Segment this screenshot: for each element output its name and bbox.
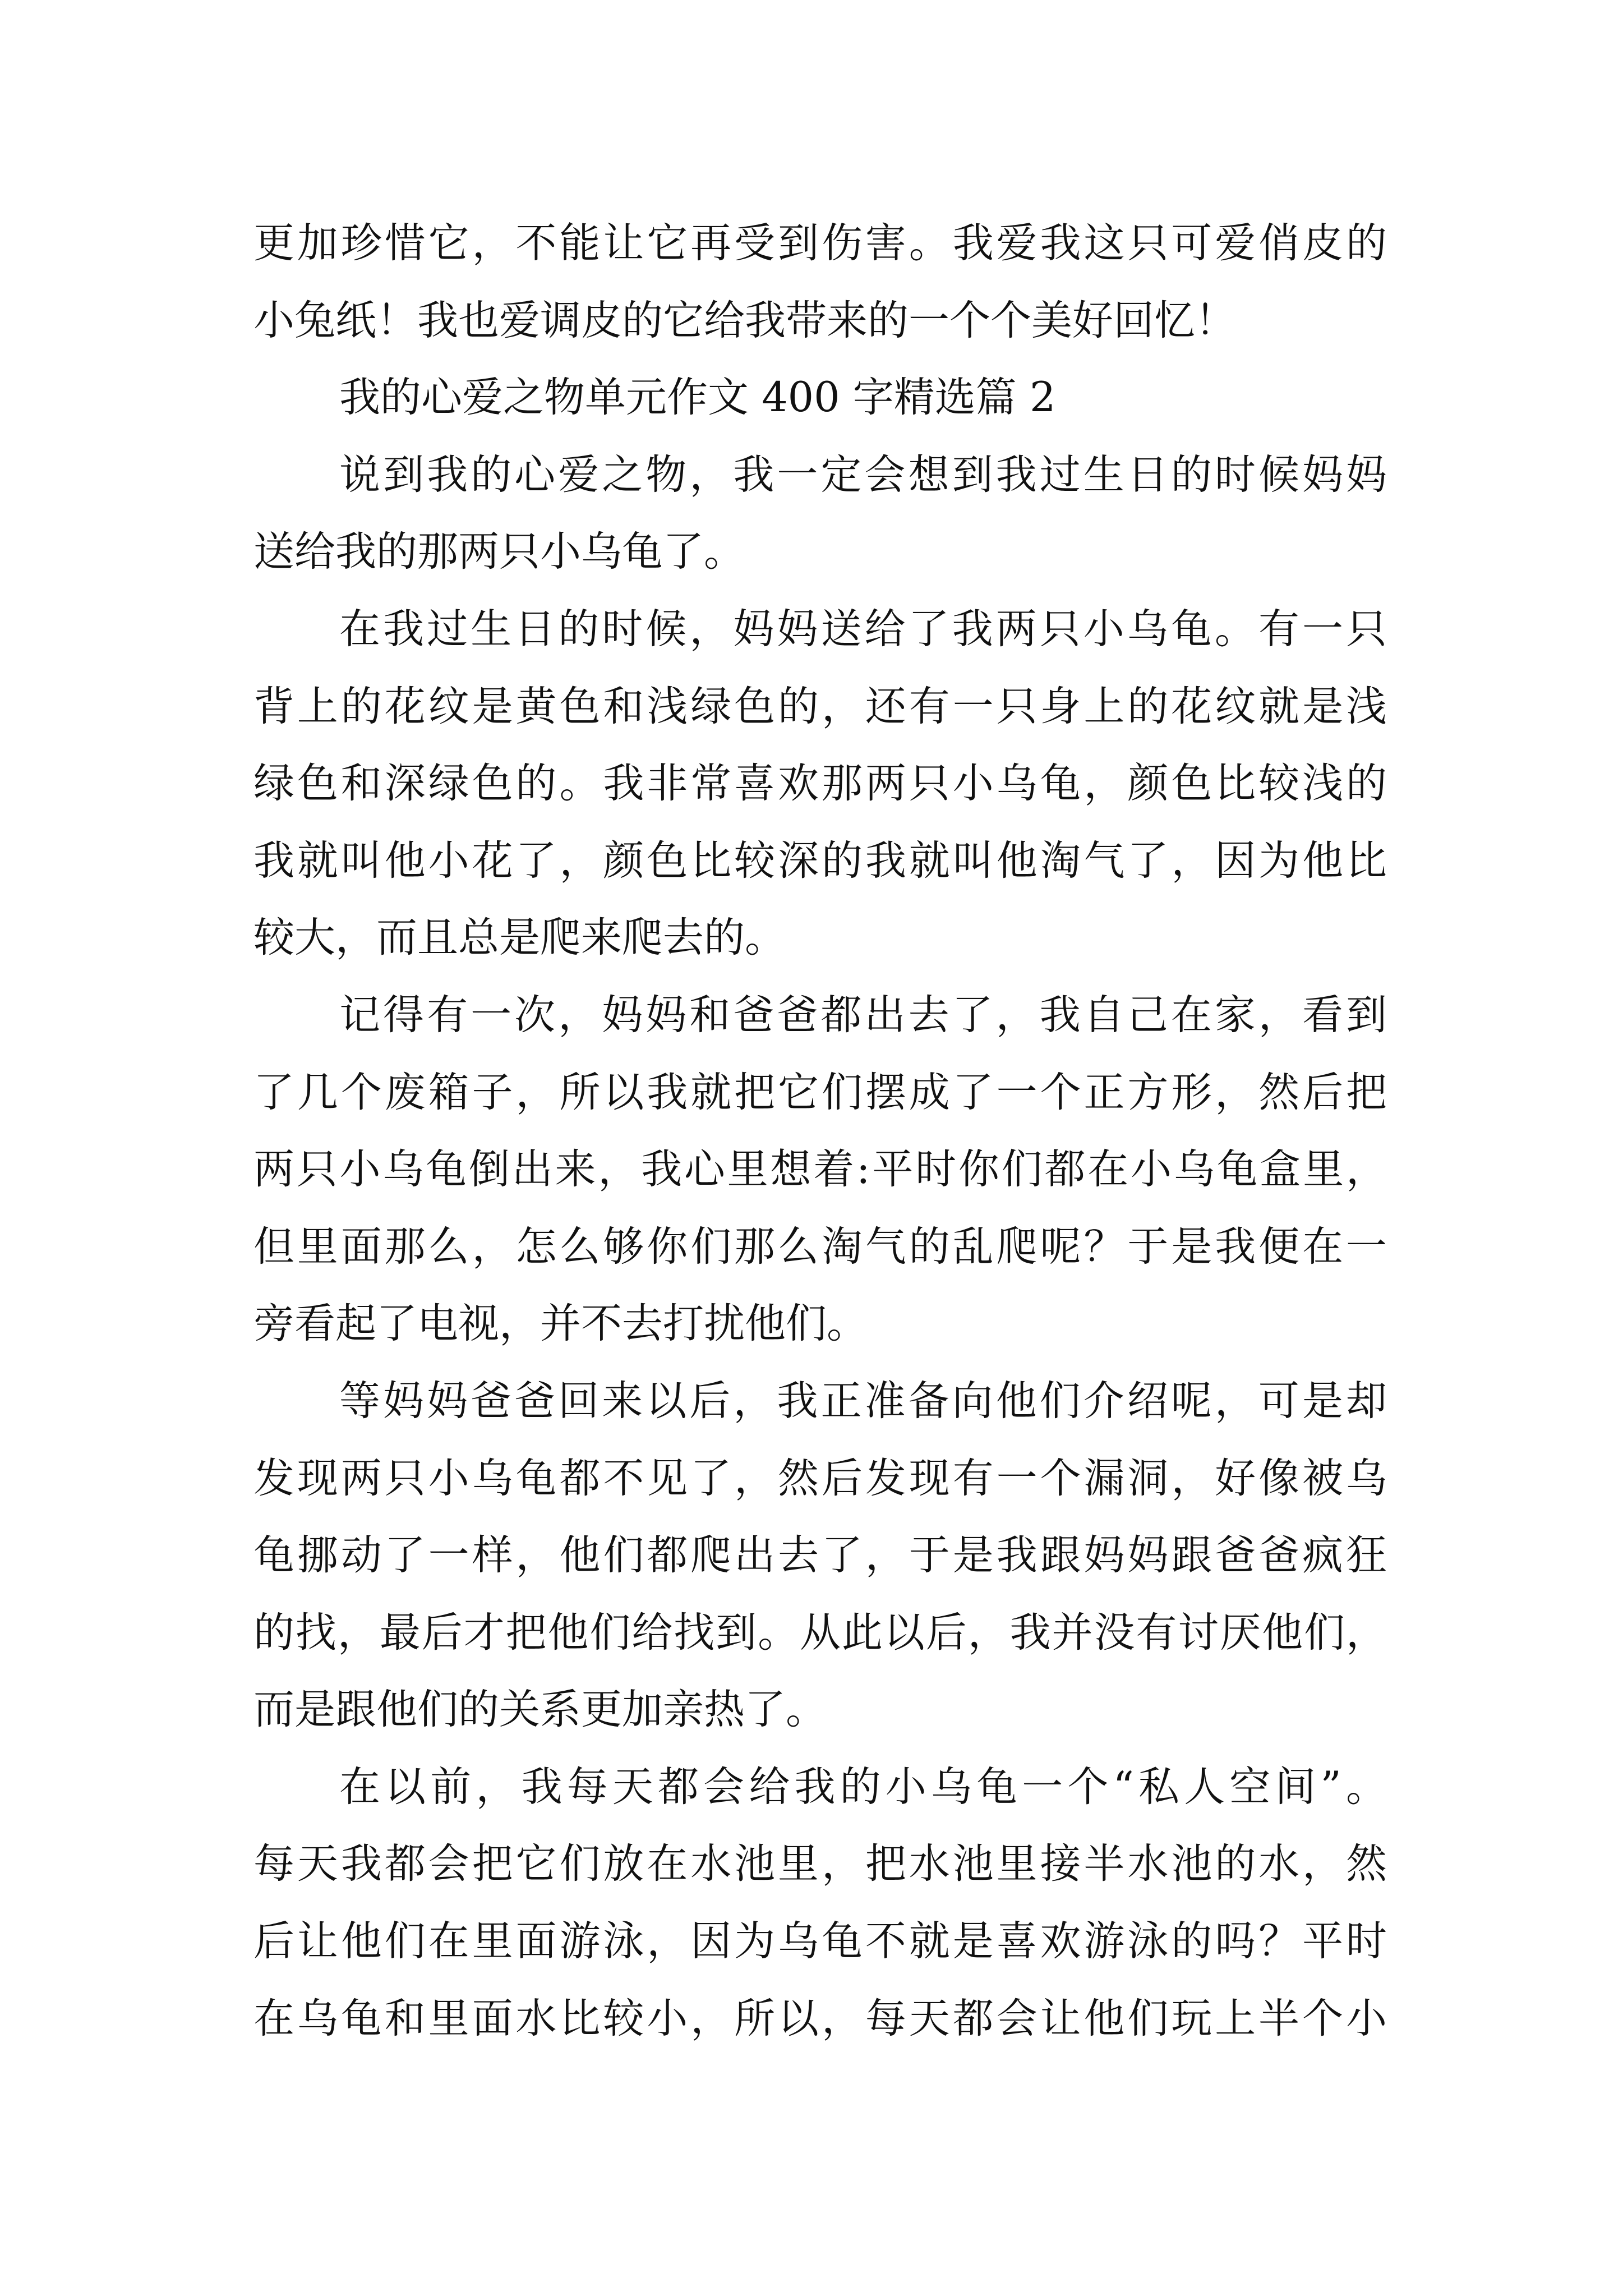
paragraph-line: 了几个废箱子，所以我就把它们摆成了一个正方形，然后把 <box>253 1068 1387 1116</box>
paragraph-line: 后让他们在里面游泳，因为乌龟不就是喜欢游泳的吗？平时 <box>253 1917 1387 1966</box>
paragraph-line: 记得有一次，妈妈和爸爸都出去了，我自己在家，看到 <box>339 991 1387 1039</box>
paragraph <box>253 591 1387 977</box>
paragraph-line: 在我过生日的时候，妈妈送给了我两只小乌龟。有一只 <box>339 605 1387 653</box>
body-text <box>253 205 1387 2057</box>
paragraph-line: 更加珍惜它，不能让它再受到伤害。我爱我这只可爱俏皮的 <box>253 219 1387 267</box>
paragraph-line: 送给我的那两只小乌龟了。 <box>253 528 745 576</box>
paragraph <box>253 436 1387 591</box>
paragraph <box>253 1363 1387 1749</box>
section-heading <box>253 359 1387 436</box>
paragraph-line: 在以前，我每天都会给我的小乌龟一个“私人空间”。 <box>339 1763 1387 1811</box>
paragraph <box>253 1749 1387 2057</box>
paragraph-line: 每天我都会把它们放在水池里，把水池里接半水池的水，然 <box>253 1840 1387 1888</box>
paragraph-line: 的找，最后才把他们给找到。从此以后，我并没有讨厌他们， <box>253 1608 1387 1657</box>
paragraph-line: 我就叫他小花了，颜色比较深的我就叫他淘气了，因为他比 <box>253 836 1387 885</box>
paragraph-line: 但里面那么，怎么够你们那么淘气的乱爬呢？于是我便在一 <box>253 1222 1387 1271</box>
paragraph-line: 等妈妈爸爸回来以后，我正准备向他们介绍呢，可是却 <box>339 1377 1387 1425</box>
paragraph-line: 两只小乌龟倒出来，我心里想着:平时你们都在小乌龟盒里， <box>253 1145 1387 1194</box>
paragraph-line: 背上的花纹是黄色和浅绿色的，还有一只身上的花纹就是浅 <box>253 682 1387 730</box>
paragraph-line: 龟挪动了一样，他们都爬出去了，于是我跟妈妈跟爸爸疯狂 <box>253 1531 1387 1580</box>
paragraph-line: 在乌龟和里面水比较小，所以，每天都会让他们玩上半个小 <box>253 1994 1387 2042</box>
paragraph-line: 小兔纸！我也爱调皮的它给我带来的一个个美好回忆！ <box>253 296 1236 344</box>
paragraph-line: 较大，而且总是爬来爬去的。 <box>253 914 786 962</box>
heading-line: 我的心爱之物单元作文 400 字精选篇 2 <box>339 374 1056 422</box>
paragraph <box>253 977 1387 1363</box>
paragraph-line: 而是跟他们的关系更加亲热了。 <box>253 1686 827 1734</box>
paragraph <box>253 205 1387 359</box>
paragraph-line: 发现两只小乌龟都不见了，然后发现有一个漏洞，好像被乌 <box>253 1454 1387 1502</box>
paragraph-line: 旁看起了电视，并不去打扰他们。 <box>253 1300 868 1348</box>
paragraph-line: 绿色和深绿色的。我非常喜欢那两只小乌龟，颜色比较浅的 <box>253 760 1387 808</box>
paragraph-line: 说到我的心爱之物，我一定会想到我过生日的时候妈妈 <box>339 450 1387 499</box>
